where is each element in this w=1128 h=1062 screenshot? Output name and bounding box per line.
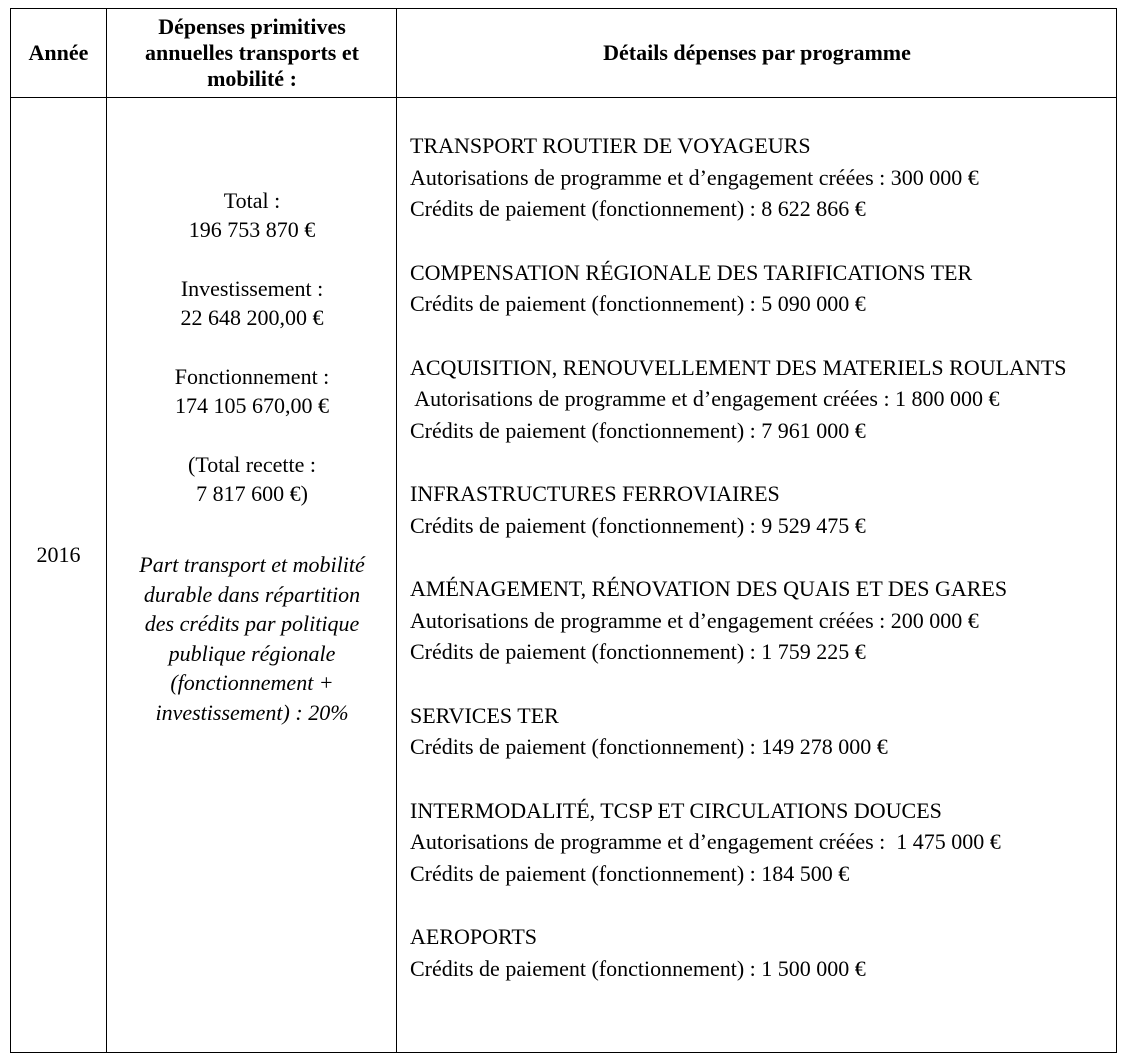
note-line: Part transport et mobilité — [139, 552, 365, 577]
share-note — [107, 550, 397, 727]
program-title: INFRASTRUCTURES FERROVIAIRES — [410, 481, 780, 506]
recette-value: 7 817 600 €) — [196, 481, 308, 506]
program-title: AMÉNAGEMENT, RÉNOVATION DES QUAIS ET DES GARES — [410, 576, 1008, 601]
program-item — [410, 795, 1110, 890]
program-item — [410, 352, 1110, 447]
year-cell — [10, 97, 107, 1053]
year-value: 2016 — [36, 542, 81, 567]
header-details: Détails dépenses par programme — [603, 39, 911, 65]
fonct-value: 174 105 670,00 € — [175, 393, 329, 418]
program-line: Crédits de paiement (fonctionnement) : 8 622 866 € — [410, 196, 866, 221]
program-line: Crédits de paiement (fonctionnement) : 1 500 000 € — [410, 955, 866, 981]
program-item — [410, 130, 1110, 225]
spend-cell — [107, 186, 397, 727]
total-value: 196 753 870 € — [188, 217, 316, 242]
program-item — [410, 257, 1110, 320]
invest-value: 22 648 200,00 € — [180, 305, 324, 330]
recette-block — [107, 450, 397, 508]
program-item — [410, 921, 1110, 984]
program-line: Autorisations de programme et d’engagement créées : 200 000 € — [410, 607, 979, 633]
program-title: SERVICES TER — [410, 702, 559, 728]
invest-block — [107, 274, 397, 332]
recette-label: (Total recette : — [188, 452, 316, 477]
program-item — [410, 573, 1110, 668]
total-label: Total : — [223, 188, 281, 213]
note-line: des crédits par politique — [144, 611, 360, 636]
note-line: publique régionale — [168, 640, 336, 666]
program-line: Crédits de paiement (fonctionnement) : 184 500 € — [410, 860, 850, 886]
program-item — [410, 478, 1110, 541]
program-line: Crédits de paiement (fonctionnement) : 9 529 475 € — [410, 512, 866, 538]
program-title: ACQUISITION, RENOUVELLEMENT DES MATERIELS ROULANTS — [410, 354, 1067, 380]
program-line: Crédits de paiement (fonctionnement) : 1 759 225 € — [410, 639, 866, 664]
header-spend-line: Dépenses primitives — [158, 13, 346, 39]
program-title: AEROPORTS — [410, 924, 538, 949]
header-spend — [107, 8, 397, 97]
invest-label: Investissement : — [180, 276, 324, 301]
total-block — [107, 186, 397, 244]
program-line: Autorisations de programme et d’engagement créées : 1 475 000 € — [410, 829, 1001, 854]
note-line: investissement) : 20% — [155, 699, 349, 725]
header-year: Année — [28, 39, 89, 65]
header-divider — [10, 97, 1117, 98]
program-line: Crédits de paiement (fonctionnement) : 7 961 000 € — [410, 417, 866, 443]
header-spend-line: annuelles transports et — [145, 39, 359, 65]
program-line: Crédits de paiement (fonctionnement) : 149 278 000 € — [410, 734, 888, 759]
program-item — [410, 700, 1110, 763]
fonct-label: Fonctionnement : — [174, 364, 330, 389]
note-line: (fonctionnement + — [170, 670, 334, 695]
program-title: INTERMODALITÉ, TCSP ET CIRCULATIONS DOUCES — [410, 797, 942, 823]
program-title: TRANSPORT ROUTIER DE VOYAGEURS — [410, 133, 811, 158]
fonct-block — [107, 362, 397, 420]
program-line: Autorisations de programme et d’engagement créées : 1 800 000 € — [410, 386, 1000, 411]
header-spend-line: mobilité : — [207, 65, 297, 91]
program-line: Autorisations de programme et d’engagement créées : 300 000 € — [410, 164, 979, 190]
note-line: durable dans répartition — [143, 581, 361, 607]
program-line: Crédits de paiement (fonctionnement) : 5 090 000 € — [410, 291, 866, 316]
program-title: COMPENSATION RÉGIONALE DES TARIFICATIONS TER — [410, 259, 973, 285]
details-cell — [410, 130, 1110, 1016]
